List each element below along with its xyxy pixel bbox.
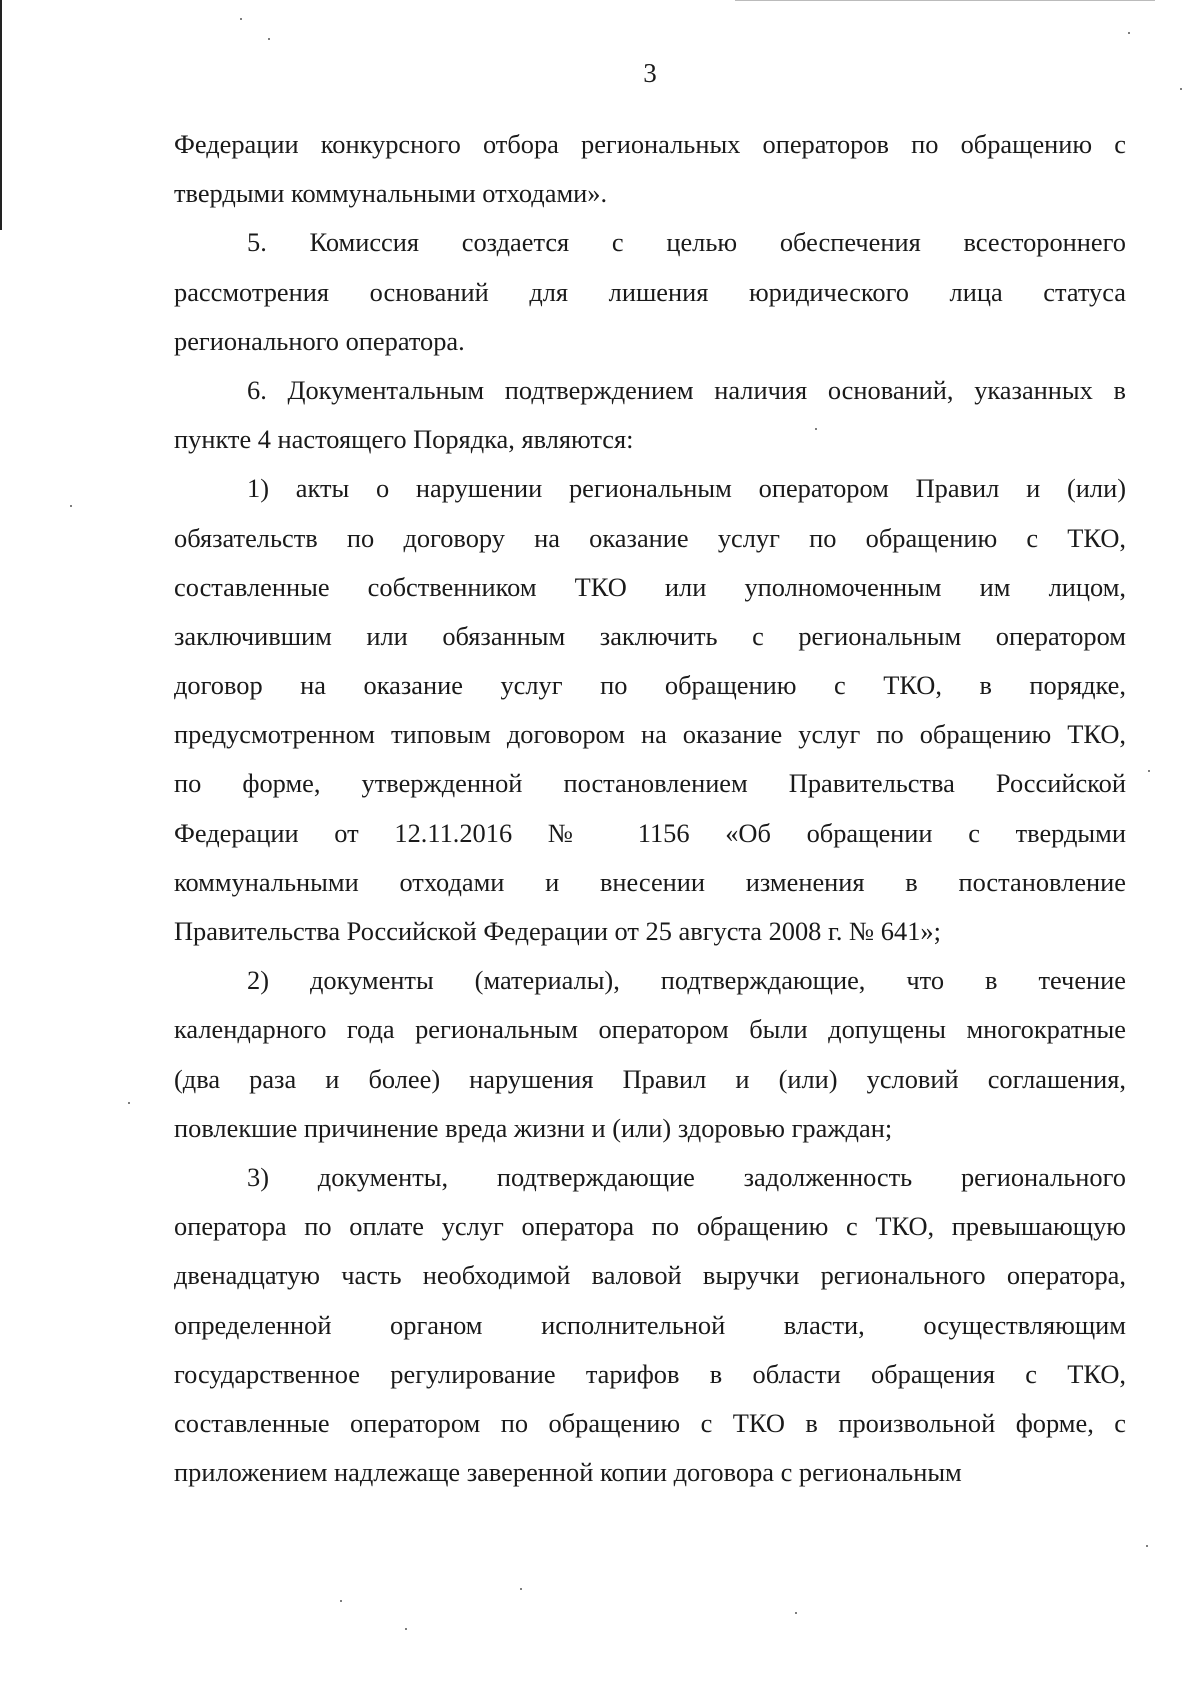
paragraph	[174, 464, 1126, 956]
text-line: 3) документы, подтверждающие задолженность регионального	[247, 1161, 1126, 1192]
text-line: двенадцатую часть необходимой валовой выручки регионального оператора,	[174, 1260, 1126, 1291]
scan-edge-shadow	[0, 0, 2, 230]
scan-speck	[70, 505, 72, 507]
text-line: пункте 4 настоящего Порядка, являются:	[174, 424, 634, 455]
text-line: календарного года региональным оператором были допущены многократные	[174, 1014, 1126, 1045]
text-line: составленные оператором по обращению с ТКО в произвольной форме, с	[174, 1407, 1126, 1438]
scan-speck	[795, 1612, 797, 1614]
text-line: по форме, утвержденной постановлением Правительства Российской	[174, 768, 1126, 799]
scan-speck	[240, 18, 242, 20]
text-line: заключившим или обязанным заключить с региональным оператором	[174, 620, 1126, 651]
scan-speck	[340, 1600, 342, 1602]
scan-speck	[1180, 88, 1182, 90]
text-line: рассмотрения оснований для лишения юридического лица статуса	[174, 276, 1126, 307]
text-line: Федерации конкурсного отбора региональных операторов по обращению с	[174, 129, 1126, 159]
paragraph	[174, 120, 1126, 218]
text-line: (два раза и более) нарушения Правил и (или) условий соглашения,	[174, 1063, 1126, 1094]
text-line: определенной органом исполнительной власти, осуществляющим	[174, 1309, 1126, 1340]
text-line: 2) документы (материалы), подтверждающие, что в течение	[247, 965, 1126, 996]
text-line: договор на оказание услуг по обращению с ТКО, в порядке,	[174, 670, 1126, 701]
scan-speck	[1146, 1545, 1148, 1547]
text-line: Правительства Российской Федерации от 25 августа 2008 г. № 641»;	[174, 916, 941, 946]
page-number: 3	[643, 58, 657, 88]
scan-speck	[1148, 770, 1150, 772]
text-line: Федерации от 12.11.2016 № 1156 «Об обращении с твердыми	[174, 817, 1126, 848]
paragraph	[174, 366, 1126, 464]
scan-speck	[520, 1588, 522, 1590]
text-line: предусмотренном типовым договором на оказание услуг по обращению ТКО,	[174, 719, 1126, 750]
text-line: 6. Документальным подтверждением наличия оснований, указанных в	[247, 374, 1126, 405]
text-line: повлекшие причинение вреда жизни и (или) здоровью граждан;	[174, 1112, 893, 1143]
text-line: 1) акты о нарушении региональным оператором Правил и (или)	[247, 473, 1126, 504]
paragraph	[174, 218, 1126, 366]
document-body	[174, 120, 1126, 1497]
text-line: составленные собственником ТКО или уполномоченным им лицом,	[174, 571, 1126, 602]
scan-speck	[815, 428, 817, 430]
scan-speck	[128, 1102, 130, 1104]
text-line: 5. Комиссия создается с целью обеспечения всестороннего	[247, 227, 1126, 258]
text-line: обязательств по договору на оказание услуг по обращению с ТКО,	[174, 522, 1126, 553]
text-line: приложением надлежаще заверенной копии договора с региональным	[174, 1457, 962, 1488]
text-line: оператора по оплате услуг оператора по обращению с ТКО, превышающую	[174, 1211, 1126, 1242]
text-line: регионального оператора.	[174, 325, 465, 356]
text-line: твердыми коммунальными отходами».	[174, 178, 608, 209]
scan-speck	[1128, 32, 1130, 34]
paragraph	[174, 1153, 1126, 1497]
scan-speck	[268, 38, 270, 40]
text-line: государственное регулирование тарифов в области обращения с ТКО,	[174, 1358, 1126, 1389]
text-line: коммунальными отходами и внесении изменения в постановление	[174, 866, 1126, 897]
scan-speck	[405, 1628, 407, 1630]
paragraph	[174, 956, 1126, 1153]
scan-top-rule	[735, 0, 1155, 1]
